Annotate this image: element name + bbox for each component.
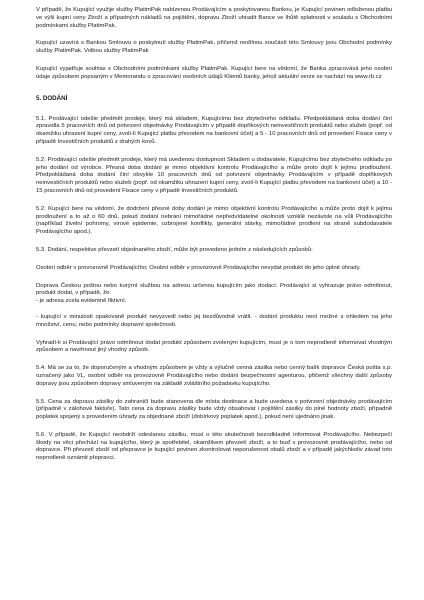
paragraph-5-5: 5.5. Cena za dopravu zásilky do zahraničí bude stanovena dle místa destinace a bude uvedena v potvrzení objednávky prodávajícím (případně v zálohové faktuře). Tato cena za dopravu zásilky bude vždy obsahovat i pojištění zásilky do plné hodnoty zboží, případně poplatek spojený s provedením úhrady za objednané zboží (dobírkový poplatek apod.), pokud není ujednáno jinak.: [36, 398, 392, 421]
intro-paragraph-1: V případě, že Kupující využije služby PlatimPak nabízenou Prodávajícím a poskytovanou Bankou, je Kupující povinen odloženou platbu ve výši kupní ceny Zboží a případných nákladů na pojištění, dopravu Zboží uhradit Bance ve lhůtě splatnosti v souladu s Obchodními podmínkami služby PlatimPak.: [36, 7, 392, 29]
paragraph-5-2-b: 5.2. Kupující bere na vědomí, že dodržení přesné doby dodání je mimo objektivní kontrolu Prodávajícího a může proto dojít k jejímu prodloužení a to až o 60 dnů, pokud dodání nebrání mimořádné nepředvídatelné okolnosti vzniklé nezávisle na vůli Prodávajícího (například živelní pohromy, virové epidemie, ozbrojené konflikty, generální stávky, mimořádné prodlení na straně subdodavatele Prodávajícího apod.).: [36, 205, 392, 236]
paragraph-5-4: 5.4. Má se za to, že doporučeným a vhodným způsobem je vždy a výlučně cenná zásilka nebo cenný balík dopravce Česká pošta s.p. označený jako VL, osobní odběr na provozovně Prodávajícího nebo dodání bezpečnostní agenturou, přičemž všechny další způsoby dopravy jsou způsobem dopravy smluveným na základě zvláštního požadavku kupujícího.: [36, 365, 392, 387]
intro-paragraph-3: Kupující vyjadřuje souhlas s Obchodními podmínkami služby PlatimPak. Kupující bere na vědomí, že Banka zpracovává jeho osobní údaje způsobem popsaným v Memorandu o zpracování osobních údajů Klientů banky, jehož aktuální verze se nachází na www.rb.cz: [36, 65, 392, 80]
paragraph-5-3: 5.3. Dodání, respektive převzetí objednaného zboží, může být provedeno jedním z následujících způsobů:: [36, 246, 313, 253]
paragraph-5-3-personal-pickup: Osobní odběr v provozovně Prodávajícího; Osobní odběr v provozovně Prodávajícího nevydat produkt do jeho úplné úhrady.: [36, 264, 361, 271]
paragraph-5-1: 5.1. Prodávající odešle předmět prodeje, který má skladem, Kupujícímu bez zbytečného odkladu. Předpokládaná doba dodání činí zpravidla 5 pracovních dnů od potvrzení objednávky Prodávajícím v případě dopřikových neinvestičních produktů nebo služeb (popř. od okamžiku uhrazení kupní ceny, zvolí-li Kupující platbu převodem na bankovní účet) a 5 - 10 pracovních dnů od provedení Fixace ceny v případě Investičních produktů z drahých kovů.: [36, 115, 392, 145]
paragraph-5-3-delivery-item-2: - kupující v minulosti opakovaně produkt nevyzvedl nebo jej bezdůvodně vrátil. - dodání produktu není možné s ohledem na jeho množství, cenu, nebo podmínky dopravní společnosti.: [36, 313, 392, 328]
paragraph-5-6: 5.6. V případě, že Kupující neobdrží odeslanou zásilku, musí o této skutečnosti bezodkladně informovat Prodávajícího. Nebezpečí škody na věci přechází na kupujícího, který je spotřebitel, okamžikem převzetí zboží, a to buď v provozovně prodávajícího, nebo od dopravce. Při převzetí zboží od přepravce je kupující povinen zkontrolovat neporušenost obalů zboží a v případě jakýchkoliv závad toto neprodleně oznámit přepravci.: [36, 431, 392, 462]
paragraph-5-3-delivery-item-1: - je adresa zcela evidentně fiktivní.: [36, 298, 127, 305]
paragraph-5-3-refusal: Vyhradí-li si Prodávající právo odmítnout dodat produkt způsobem zvoleným kupujícím, musí je o tom neprodleně informovat vhodným způsobem a navrhnout jiný vhodný způsob.: [36, 339, 392, 354]
paragraph-5-3-delivery: Doprava Českou poštou nebo kurýrní službou na adresu určenou kupujícím jako dodací. Prodávající si vyhrazuje právo odmítnout, produkt dodat, v případě, že:: [36, 282, 392, 297]
section-title: 5. DODÁNÍ: [36, 94, 68, 102]
intro-paragraph-2: Kupující uzavírá s Bankou Smlouvu o poskytnutí služby PlatimPak, přičemž nedílnou součástí této Smlouvy jsou Obchodní podmínky služby PlatimPak. Volbou služby PlatimPak: [36, 40, 392, 55]
paragraph-5-2: 5.2. Prodávající odešle předmět prodeje, který má uvedenou dostupnost Skladem u dodavatele, Kupujícímu bez zbytečného odkladu po jeho dodání od výrobce. Přesná doba dodání je mimo objektivní kontrolu Prodávajícího a může proto dojít k jejímu prodloužení. Předpokládaná doba dodání činí obvykle 10 pracovních dnů od potvrzení objednávky Prodávajícím v případě doplňkových neinvestičních produktů nebo služeb (popř. od okamžiku uhrazení kupní ceny, zvolí-li Kupující platbu převodem na bankovní účet) a 10 - 15 pracovních dnů od provedení Fixace ceny v případě Investičních produktů.: [36, 156, 392, 194]
